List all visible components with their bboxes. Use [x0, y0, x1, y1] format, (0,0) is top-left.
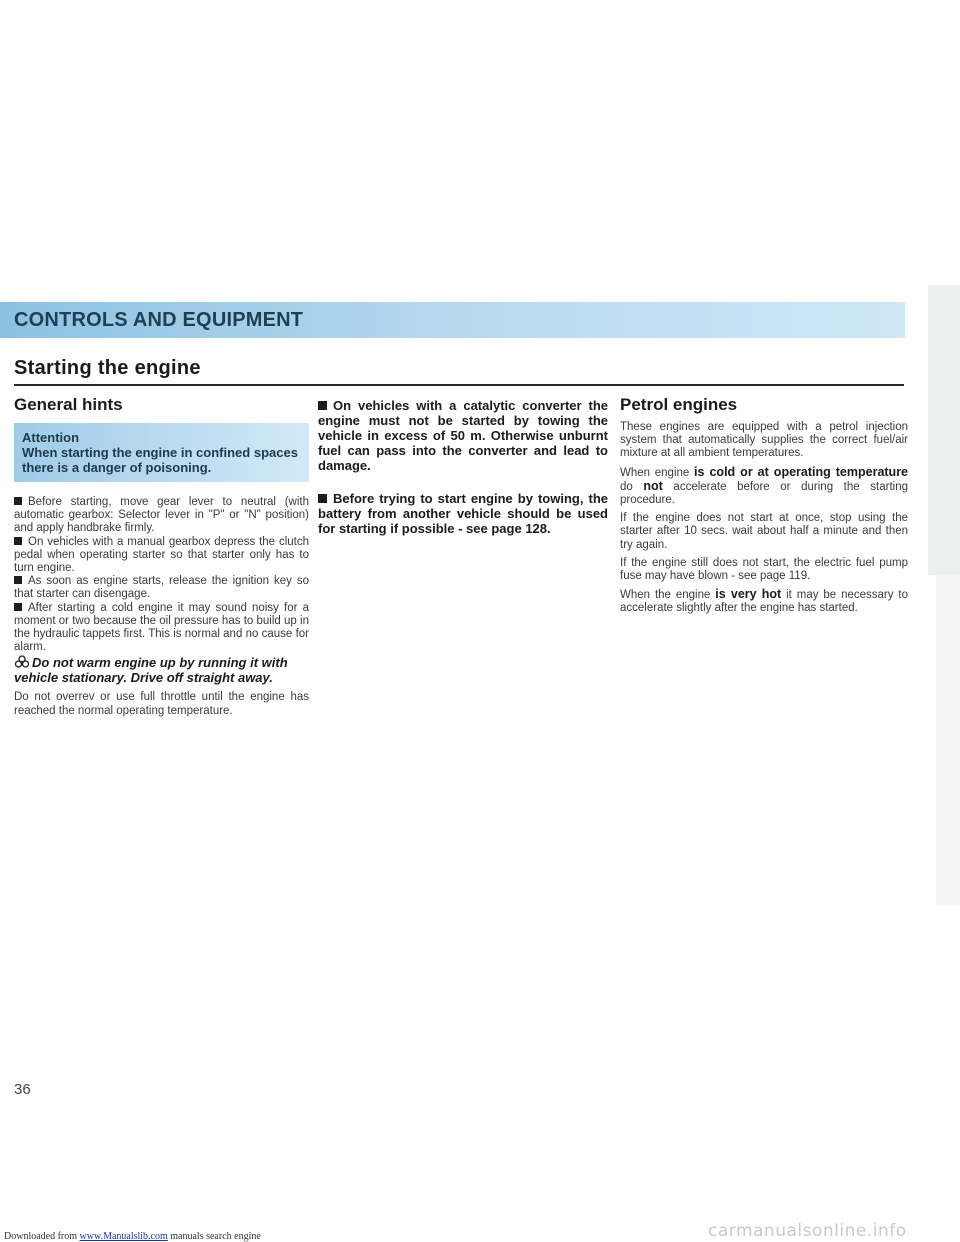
environment-flower-icon	[14, 655, 30, 669]
list-item-text: Before trying to start engine by towing, the battery from another vehicle should be used for starting if possible - see page 128.	[318, 491, 608, 536]
attention-label: Attention	[22, 430, 80, 445]
p5-post: it may be necessary to accelerate slightly after the engine has started.	[620, 589, 908, 615]
p5-pre: When the engine	[620, 589, 716, 602]
petrol-paragraph-4: If the engine still does not start, the electric fuel pump fuse may have blown - see page 119.	[620, 556, 908, 583]
list-item-text: On vehicles with a catalytic converter the engine must not be started by towing the vehicle in excess of 50 m. Otherwise unburnt fuel can pass into the converter and lead to damage.	[318, 398, 608, 473]
page-number: 36	[14, 1081, 31, 1098]
environment-note-text: Do not warm engine up by running it with vehicle stationary. Drive off straight away.	[14, 655, 288, 686]
list-item-text: As soon as engine starts, release the ignition key so that starter can disengage.	[14, 575, 309, 601]
list-item	[14, 496, 309, 536]
bullet-icon	[14, 603, 22, 611]
list-item-text: On vehicles with a manual gearbox depress the clutch pedal when operating starter so that starter only has to turn engine.	[14, 535, 309, 575]
attention-box	[14, 423, 309, 482]
list-item	[318, 398, 608, 473]
manualslib-link[interactable]: www.Manualslib.com	[79, 1231, 168, 1242]
page-title: Starting the engine	[14, 357, 201, 379]
p2-mid: do	[620, 480, 644, 493]
bullet-icon	[14, 537, 22, 545]
general-hints-heading: General hints	[14, 395, 123, 414]
p2-pre: When engine	[620, 466, 695, 479]
petrol-paragraph-3: If the engine does not start at once, stop using the starter after 10 secs. wait about half a minute and then try again.	[620, 512, 908, 551]
section-banner	[0, 302, 905, 338]
attention-text: When starting the engine in confined spaces there is a danger of poisoning.	[22, 445, 298, 475]
list-item	[14, 536, 309, 576]
p5-bold: is very hot	[715, 587, 782, 602]
bullet-icon	[14, 497, 22, 505]
p2-post: accelerate before or during the starting procedure.	[620, 480, 908, 507]
watermark: carmanualsonline.info	[708, 1221, 907, 1241]
list-item	[14, 602, 309, 655]
footer-prefix: Downloaded from	[4, 1231, 80, 1242]
petrol-engines-heading: Petrol engines	[620, 395, 738, 414]
column-general-hints	[14, 395, 309, 718]
page-edge-strip	[928, 285, 960, 575]
p2-bold-2: not	[643, 478, 663, 493]
download-footer	[4, 1231, 261, 1242]
section-banner-title: CONTROLS AND EQUIPMENT	[14, 309, 304, 331]
list-item-text: Before starting, move gear lever to neutral (with automatic gearbox: Selector lever in "P" or "N" position) and apply handbrake firmly.	[14, 496, 309, 535]
environment-note	[14, 655, 309, 685]
bullet-icon	[318, 401, 327, 410]
petrol-paragraph-5	[620, 588, 908, 615]
bullet-icon	[14, 576, 22, 584]
page-edge-strip-lower	[936, 575, 960, 905]
p2-bold-1: is cold or at operating temperature	[694, 464, 909, 479]
title-divider	[14, 384, 904, 386]
list-item-text: After starting a cold engine it may sound noisy for a moment or two because the oil pressure has to build up in the hydraulic tappets first. This is normal and no cause for alarm.	[14, 601, 309, 654]
list-item	[14, 575, 309, 601]
closing-paragraph: Do not overrev or use full throttle until the engine has reached the normal operating temperature.	[14, 691, 309, 717]
footer-suffix: manuals search engine	[167, 1231, 261, 1242]
petrol-paragraph-1: These engines are equipped with a petrol injection system that automatically supplies the correct fuel/air mixture at all ambient temperatures.	[620, 421, 908, 460]
column-towing	[318, 398, 608, 554]
column-petrol-engines	[620, 395, 908, 621]
petrol-paragraph-2	[620, 466, 908, 508]
list-item	[318, 491, 608, 536]
bullet-icon	[318, 494, 327, 503]
